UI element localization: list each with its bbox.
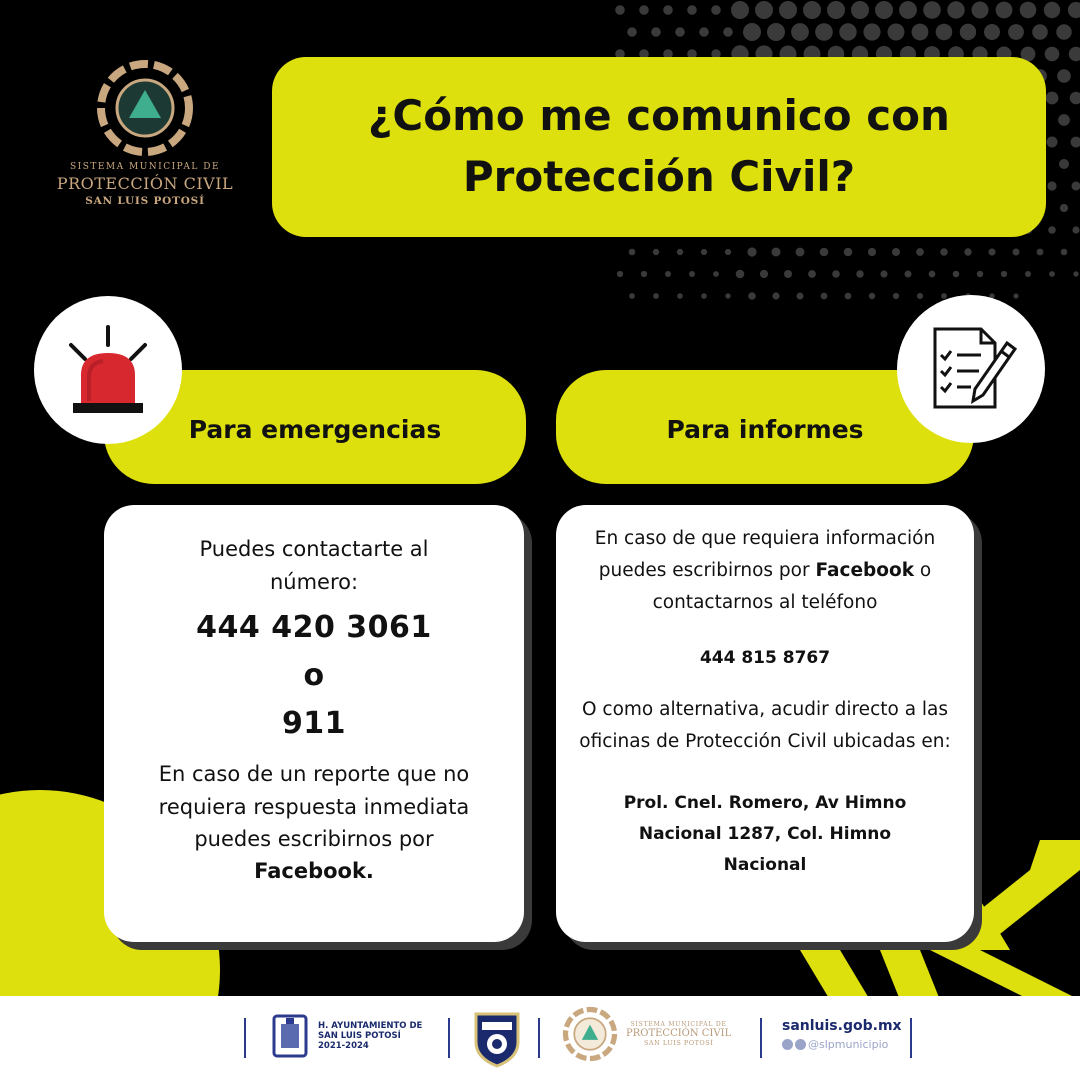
- decoration-dot: [723, 27, 733, 37]
- decoration-dot: [641, 271, 647, 277]
- emergency-body: En caso de un reporte que no requiera respuesta inmediata puedes escribirnos por: [158, 762, 470, 852]
- decoration-dot: [665, 271, 671, 277]
- decoration-dot: [1071, 137, 1080, 148]
- decoration-dot: [689, 271, 695, 277]
- decoration-dot: [1001, 271, 1007, 277]
- decoration-dot: [1025, 271, 1031, 277]
- decoration-dot: [687, 5, 697, 15]
- logo-line-3: SAN LUIS POTOSÍ: [85, 195, 205, 207]
- footer-divider: [538, 1018, 540, 1058]
- decoration-dot: [851, 1, 869, 19]
- info-body-post: o contactarnos al teléfono: [652, 559, 932, 613]
- decoration-dot: [1056, 24, 1071, 39]
- decoration-dot: [677, 249, 683, 255]
- decoration-dot: [1061, 249, 1068, 256]
- decoration-dot: [699, 27, 709, 37]
- decoration-dot: [923, 1, 941, 19]
- checklist-icon-badge: [897, 295, 1045, 443]
- decoration-dot: [1068, 2, 1080, 18]
- emergency-card: [104, 505, 524, 942]
- decoration-dot: [972, 2, 989, 19]
- footer-divider: [910, 1018, 912, 1058]
- decoration-dot: [940, 248, 948, 256]
- footer-divider: [448, 1018, 450, 1058]
- info-facebook-link[interactable]: Facebook: [815, 559, 915, 581]
- decoration-dot: [755, 1, 773, 19]
- decoration-dot: [797, 293, 804, 300]
- decoration-dot: [808, 270, 816, 278]
- info-alternative: O como alternativa, acudir directo a las oficinas de Protección Civil ubicadas en:: [579, 699, 951, 753]
- decoration-dot: [767, 23, 785, 41]
- decoration-dot: [629, 249, 636, 256]
- decoration-dot: [880, 270, 887, 277]
- decoration-dot: [677, 293, 683, 299]
- decoration-dot: [899, 1, 917, 19]
- ayto-line-3: 2021-2024: [318, 1041, 369, 1052]
- ayto-line-2: SAN LUIS POTOSÍ: [318, 1030, 401, 1041]
- decoration-dot: [772, 248, 781, 257]
- decoration-dot: [725, 249, 731, 255]
- decoration-dot: [1037, 249, 1044, 256]
- decoration-dot: [892, 248, 900, 256]
- social-handle-text: @slpmunicipio: [808, 1038, 889, 1051]
- decoration-dot: [888, 24, 905, 41]
- emergency-phone[interactable]: 444 420 3061: [196, 610, 432, 646]
- decoration-dot: [1020, 2, 1037, 19]
- emergency-facebook-link[interactable]: Facebook.: [254, 858, 374, 883]
- emergencies-label: Para emergencias: [188, 414, 442, 444]
- decoration-dot: [960, 24, 976, 40]
- decoration-dot: [815, 23, 833, 41]
- info-phone[interactable]: 444 815 8767: [699, 648, 831, 669]
- headline-text: ¿Cómo me comunico con Protección Civil?: [368, 91, 950, 201]
- decoration-dot: [1072, 182, 1080, 191]
- footer-pc-line-3: SAN LUIS POTOSÍ: [643, 1039, 714, 1047]
- decoration-dot: [863, 23, 880, 40]
- decoration-dot: [803, 1, 821, 19]
- info-card: [556, 505, 974, 942]
- decoration-dot: [845, 293, 852, 300]
- decoration-dot: [701, 293, 707, 299]
- footer-bar: [0, 996, 1080, 1080]
- decoration-dot: [856, 270, 863, 277]
- decoration-dot: [653, 249, 659, 255]
- ayto-line-1: H. AYUNTAMIENTO DE: [318, 1020, 423, 1031]
- decoration-dot: [977, 271, 983, 277]
- decoration-dot: [832, 270, 840, 278]
- facebook-icon: [782, 1039, 793, 1050]
- decoration-dot: [1049, 271, 1055, 277]
- decoration-dot: [629, 293, 635, 299]
- decoration-dot: [651, 27, 661, 37]
- proteccion-civil-emblem-icon: [562, 1006, 618, 1062]
- decoration-dot: [748, 292, 756, 300]
- decoration-dot: [929, 271, 936, 278]
- footer-divider: [244, 1018, 246, 1058]
- twitter-icon: [795, 1039, 806, 1050]
- decoration-dot: [820, 248, 829, 257]
- decoration-dot: [713, 271, 719, 277]
- siren-icon: [53, 315, 163, 425]
- info-address: Prol. Cnel. Romero, Av Himno Nacional 1287, Col. Himno Nacional: [623, 793, 907, 875]
- decoration-dot: [988, 248, 995, 255]
- decoration-dot: [1058, 114, 1070, 126]
- proteccion-civil-logo: [50, 60, 240, 207]
- logo-line-2: PROTECCIÓN CIVIL: [56, 174, 234, 193]
- decoration-dot: [1059, 159, 1069, 169]
- decoration-dot: [772, 292, 779, 299]
- decoration-dot: [1057, 69, 1071, 83]
- info-body-pre: En caso de que requiera información puedes escribirnos por: [594, 528, 936, 581]
- info-label: Para informes: [666, 414, 864, 444]
- emergency-911[interactable]: 911: [281, 706, 347, 742]
- decoration-dot: [653, 293, 659, 299]
- decoration-dot: [743, 23, 761, 41]
- headline-banner: [272, 57, 1046, 237]
- decoration-dot: [639, 5, 649, 15]
- decoration-dot: [996, 2, 1013, 19]
- decoration-dot: [1044, 2, 1060, 18]
- decoration-dot: [953, 271, 960, 278]
- ayuntamiento-shield-icon: [272, 1014, 308, 1058]
- decoration-dot: [675, 27, 685, 37]
- decoration-dot: [964, 248, 971, 255]
- decoration-dot: [760, 270, 768, 278]
- footer-pc-line-2: PROTECCIÓN CIVIL: [626, 1028, 732, 1039]
- decoration-dot: [917, 293, 923, 299]
- decoration-dot: [869, 293, 875, 299]
- decoration-dot: [844, 248, 852, 256]
- decoration-dot: [1046, 92, 1059, 105]
- decoration-dot: [731, 1, 749, 19]
- decoration-dot: [1045, 47, 1060, 62]
- decoration-dot: [912, 24, 929, 41]
- decoration-dot: [1047, 137, 1058, 148]
- decoration-dot: [916, 248, 924, 256]
- decoration-dot: [791, 23, 809, 41]
- decoration-dot: [1070, 92, 1080, 105]
- decoration-dot: [936, 24, 953, 41]
- checklist-icon: [921, 319, 1021, 419]
- emergency-or: o: [303, 658, 325, 694]
- info-body: [575, 523, 955, 618]
- decoration-dot: [1032, 24, 1048, 40]
- decoration-dot: [1072, 226, 1079, 233]
- decoration-dot: [663, 5, 673, 15]
- decoration-dot: [1048, 226, 1056, 234]
- footer-web: [782, 1018, 902, 1051]
- social-handle[interactable]: [782, 1038, 902, 1051]
- footer-proteccion-civil-logo: [562, 1006, 731, 1062]
- decoration-dot: [617, 271, 623, 277]
- decoration-dot: [984, 24, 1000, 40]
- police-badge-icon: [472, 1008, 522, 1068]
- decoration-dot: [701, 249, 707, 255]
- website-link[interactable]: sanluis.gob.mx: [782, 1018, 902, 1034]
- decoration-dot: [615, 5, 625, 15]
- decoration-dot: [1047, 181, 1056, 190]
- logo-line-1: SISTEMA MUNICIPAL DE: [69, 162, 221, 172]
- decoration-dot: [947, 1, 964, 18]
- decoration-dot: [736, 270, 745, 279]
- emergency-intro: Puedes contactarte al número:: [199, 537, 429, 594]
- siren-icon-badge: [34, 296, 182, 444]
- decoration-dot: [627, 27, 637, 37]
- decoration-dot: [821, 293, 828, 300]
- decoration-dot: [796, 248, 805, 257]
- footer-pc-line-1: SISTEMA MUNICIPAL DE: [630, 1021, 727, 1028]
- decoration-dot: [1073, 271, 1078, 276]
- decoration-dot: [1013, 293, 1018, 298]
- decoration-dot: [875, 1, 893, 19]
- decoration-dot: [747, 247, 756, 256]
- decoration-dot: [1008, 24, 1024, 40]
- decoration-dot: [839, 23, 856, 40]
- decoration-dot: [868, 248, 876, 256]
- decoration-dot: [779, 1, 797, 19]
- decoration-dot: [1013, 249, 1020, 256]
- decoration-dot: [827, 1, 845, 19]
- decoration-dot: [893, 293, 899, 299]
- decoration-dot: [711, 5, 721, 15]
- footer-divider: [760, 1018, 762, 1058]
- proteccion-civil-emblem-icon: [97, 60, 193, 156]
- decoration-dot: [784, 270, 792, 278]
- decoration-dot: [905, 271, 912, 278]
- ayuntamiento-logo: [272, 1014, 422, 1058]
- decoration-dot: [1069, 47, 1080, 61]
- decoration-dot: [725, 293, 730, 298]
- decoration-dot: [1060, 204, 1068, 212]
